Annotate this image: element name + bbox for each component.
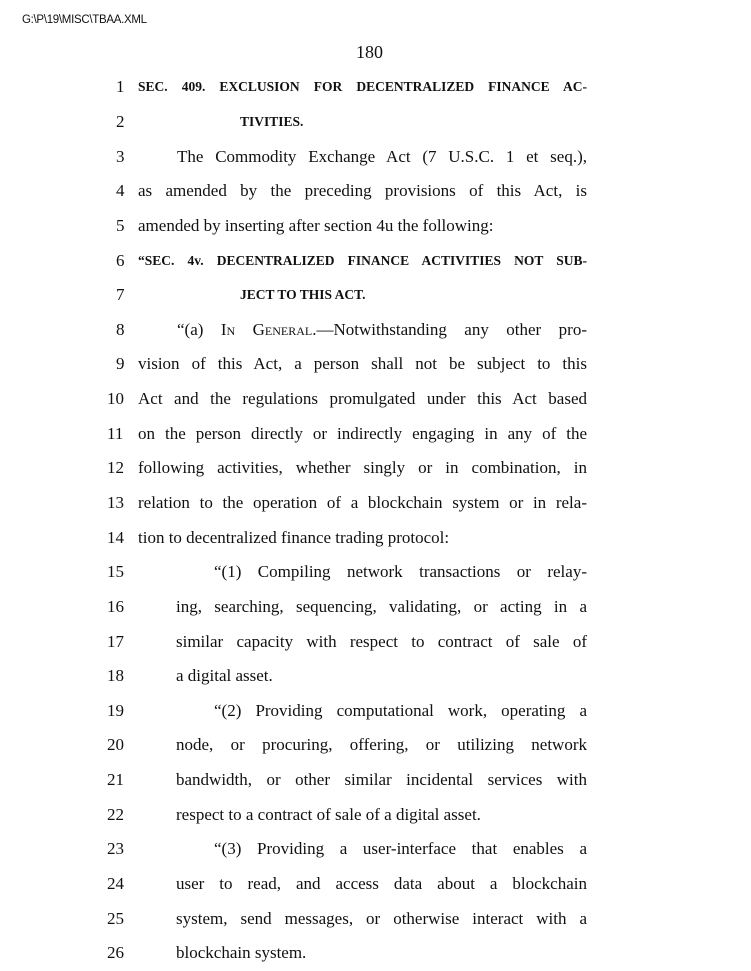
line-text: similar capacity with respect to contract of sale of <box>176 631 587 651</box>
file-path: G:\P\19\MISC\TBAA.XML <box>22 14 147 26</box>
line-text: blockchain system. <box>176 943 307 963</box>
bill-line <box>0 312 751 347</box>
line-number: 11 <box>107 423 124 443</box>
line-number: 18 <box>107 666 124 686</box>
line-number: 9 <box>116 354 125 374</box>
bill-line <box>0 590 751 625</box>
subsection-heading: In General <box>220 319 313 339</box>
bill-line <box>0 70 751 105</box>
line-text: tion to decentralized finance trading protocol: <box>138 527 450 547</box>
bill-line <box>0 174 751 209</box>
line-text: amended by inserting after section 4u the following: <box>138 215 494 235</box>
line-number: 19 <box>107 700 124 720</box>
line-number: 2 <box>116 111 125 131</box>
line-number: 1 <box>116 77 125 97</box>
line-text: ing, searching, sequencing, validating, or acting in a <box>176 596 587 616</box>
line-number: 17 <box>107 631 124 651</box>
bill-line <box>0 763 751 798</box>
line-text: “(3) Providing a user-interface that enables a <box>214 839 587 859</box>
bill-text <box>0 70 751 971</box>
bill-line <box>0 797 751 832</box>
line-number: 26 <box>107 943 124 963</box>
bill-line <box>0 555 751 590</box>
line-number: 3 <box>116 146 125 166</box>
line-text <box>177 320 587 340</box>
line-text: as amended by the preceding provisions of this Act, is <box>138 181 587 201</box>
bill-line <box>0 936 751 971</box>
bill-line <box>0 694 751 729</box>
line-number: 10 <box>107 389 124 409</box>
bill-line <box>0 659 751 694</box>
line-number: 23 <box>107 839 124 859</box>
line-text: bandwidth, or other similar incidental services with <box>176 770 587 790</box>
bill-line <box>0 209 751 244</box>
line-text: node, or procuring, offering, or utilizing network <box>176 735 587 755</box>
line-number: 13 <box>107 493 124 512</box>
line-number: 7 <box>116 285 125 305</box>
bill-line <box>0 832 751 867</box>
bill-line <box>0 451 751 486</box>
bill-line <box>0 382 751 417</box>
line-text: “(1) Compiling network transactions or relay- <box>214 562 587 582</box>
page-number-text: 180 <box>356 42 383 62</box>
line-number: 8 <box>116 319 125 339</box>
bill-line <box>0 867 751 902</box>
line-text: a digital asset. <box>176 666 273 686</box>
bill-line <box>0 347 751 382</box>
line-number: 22 <box>107 804 124 824</box>
bill-line <box>0 139 751 174</box>
line-number: 4 <box>116 181 125 201</box>
line-number: 21 <box>107 770 124 790</box>
section-heading-continued: TIVITIES. <box>240 113 304 129</box>
line-text: Act and the regulations promulgated under this Act based <box>138 389 587 409</box>
bill-line <box>0 624 751 659</box>
page-number <box>0 42 751 63</box>
bill-line <box>0 728 751 763</box>
bill-line <box>0 278 751 313</box>
line-text: “(2) Providing computational work, operating a <box>214 700 587 720</box>
bill-line <box>0 901 751 936</box>
line-number: 5 <box>116 215 125 235</box>
line-text: The Commodity Exchange Act (7 U.S.C. 1 et seq.), <box>177 146 587 166</box>
line-number: 20 <box>107 735 124 755</box>
section-heading: SEC. 409. EXCLUSION FOR DECENTRALIZED FINANCE AC- <box>138 79 587 95</box>
section-heading: “SEC. 4v. DECENTRALIZED FINANCE ACTIVITIES NOT SUB- <box>138 252 587 268</box>
line-number: 14 <box>107 527 124 547</box>
line-number: 6 <box>116 250 125 270</box>
line-number: 16 <box>107 596 124 616</box>
line-text: vision of this Act, a person shall not be subject to this <box>138 354 587 374</box>
line-number: 12 <box>107 458 124 478</box>
line-text: system, send messages, or otherwise interact with a <box>176 908 587 928</box>
bill-line <box>0 105 751 140</box>
line-text: respect to a contract of sale of a digital asset. <box>176 804 481 824</box>
line-number: 15 <box>107 562 124 582</box>
line-text: relation to the operation of a blockchain system or in rela- <box>138 493 587 512</box>
line-text: following activities, whether singly or in combination, in <box>138 458 587 478</box>
subsection-text: .—Notwithstanding any other pro- <box>312 319 587 339</box>
bill-line <box>0 416 751 451</box>
subsection-prefix: “(a) <box>177 319 221 339</box>
bill-line <box>0 243 751 278</box>
line-text: user to read, and access data about a blockchain <box>176 874 587 894</box>
bill-line <box>0 520 751 555</box>
line-number: 24 <box>107 874 124 894</box>
line-number: 25 <box>107 908 124 928</box>
section-heading-continued: JECT TO THIS ACT. <box>240 287 366 303</box>
line-text: on the person directly or indirectly engaging in any of the <box>138 423 587 443</box>
bill-line <box>0 486 751 521</box>
